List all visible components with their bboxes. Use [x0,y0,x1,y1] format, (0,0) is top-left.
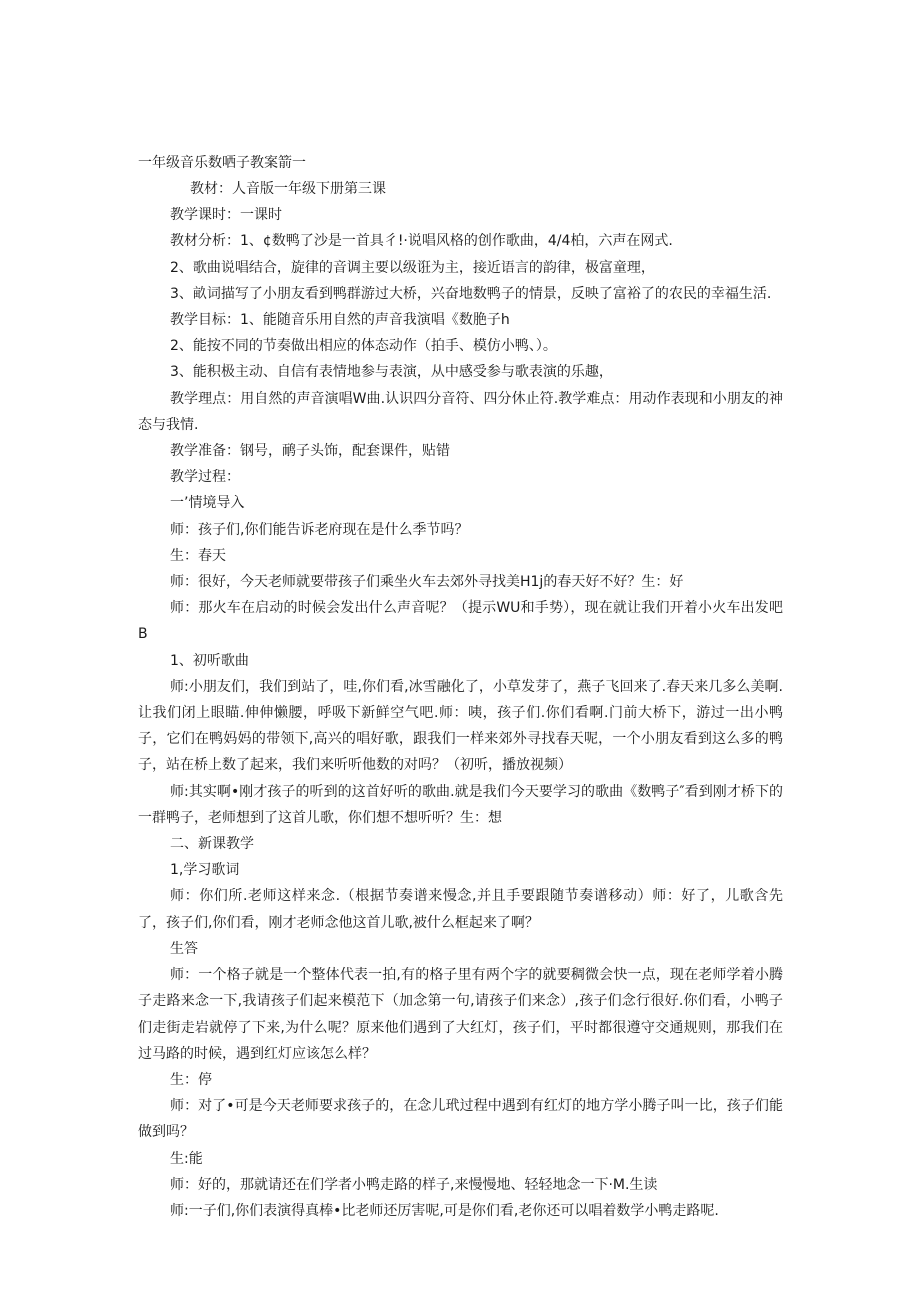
paragraph: 教学目标：1、能随音乐用自然的声音我演唱《数脃子h [170,312,510,329]
paragraph: 师:一子们,你们表演得真棒•比老师还厉害呢,可是你们看,老你还可以唱着数学小鸭走路呢. [170,1202,719,1219]
paragraph: 师：很好，今天老师就要带孩子们乘坐火车去郊外寻找美H1j的春天好不好？生：好 [170,574,684,591]
paragraph: 教学课时：一课时 [170,207,282,224]
paragraph: 生答 [170,940,198,957]
section-heading: 二、新课教学 [170,836,254,853]
paragraph: 教学准备：钢号，鸸子头饰，配套课件，贴错 [170,443,450,460]
section-heading: 1,学习歌词 [170,862,240,879]
paragraph: 师:其实啊•刚才孩子的听到的这首好听的歌曲.就是我们今天要学习的歌曲《数鸭子″看到刚才桥下的一群鸭子，老师想到了这首儿歌，你们想不想听听？生：想 [138,783,783,826]
paragraph: 师：你们所.老师这样来念.（根据节奏谱来慢念,并且手要跟随节奏谱移动）师：好了，儿歌含先了，孩子们,你们看，刚才老师念他这首儿歌,被什么框起来了啊？ [138,888,783,931]
paragraph: 师：好的，那就请还在们学者小鸭走路的样子,来慢慢地、轻轻地念一下·M.生读 [170,1176,658,1193]
paragraph: 生：停 [170,1071,212,1088]
paragraph: 师:小朋友们，我们到站了，哇,你们看,冰雪融化了，小草发芽了，燕子飞回来了.春天来几多么美啊.让我们闭上眼瞄.伸伸懒腰，呼吸下新鲜空气吧.师：咦，孩子们.你们看啊.门前大桥下，游过一出小鸭子，它们在鸭妈妈的带领下,高兴的唱好歌，跟我们一样来郊外寻找春天呢，一个小朋友看到这么多的鸭子，站在桥上数了起来，我们来听听他数的对吗？（初听，播放视频） [138,678,783,774]
document-page [138,150,783,1224]
section-heading: 一’情境导入 [170,495,245,512]
paragraph: 教材：人音版一年级下册第三课 [190,181,386,197]
paragraph: 教学理点：用自然的声音演唱W曲.认识四分音符、四分休止符.教学难点：用动作表现和小朋友的神态与我情. [138,390,783,433]
paragraph: 2、能按不同的节奏做出相应的体态动作（拍手、模仿小鸭、）。 [170,338,557,355]
paragraph: 3、畝词描写了小朋友看到鸭群游过大桥，兴奋地数鸭子的情景，反映了富裕了的农民的幸福生活. [170,285,772,302]
paragraph: 师：那火车在启动的时候会发出什么声音呢？（提示WU和手势），现在就让我们开着小火车出发吧B [138,600,783,643]
paragraph: 师：一个格子就是一个整体代表一拍,有的格子里有两个字的就要稠微会快一点，现在老师学着小腾子走路来念一下,我请孩子们起来模范下（加念第一句,请孩子们来念）,孩子们念行很好.你们看，小鸭子们走街走岩就停了下来,为什么呢？原来他们遇到了大红灯，孩子们，平时都很遵守交通规则，那我们在过马路的时候，遇到红灯应该怎么样？ [138,967,783,1062]
paragraph: 教材分析：1、¢数鸭了沙是一首具彳!·说唱风格的创作歌曲，4/4柏，六声在网式. [170,233,673,250]
paragraph: 2、歌曲说唱结合，旋律的音调主要以级诳为主，接近语言的韵律，极富童理， [170,259,655,276]
paragraph: 生:能 [170,1150,203,1167]
paragraph: 教学过程： [170,469,240,486]
paragraph: 师：对了•可是今天老师要求孩子的，在念儿玳过程中遇到有红灯的地方学小腾子叫一比，孩子们能做到吗？ [138,1098,783,1141]
paragraph: 3、能积极主动、自信有表情地参与表演，从中感受参与歌表演的乐趣， [170,364,613,381]
section-heading: 1、初听歌曲 [170,652,249,669]
paragraph: 生：春天 [170,547,226,564]
paragraph: 师：孩子们,你们能告诉老府现在是什么季节吗？ [170,521,469,538]
document-title: 一年级音乐数哂子教案箭一 [138,155,306,171]
